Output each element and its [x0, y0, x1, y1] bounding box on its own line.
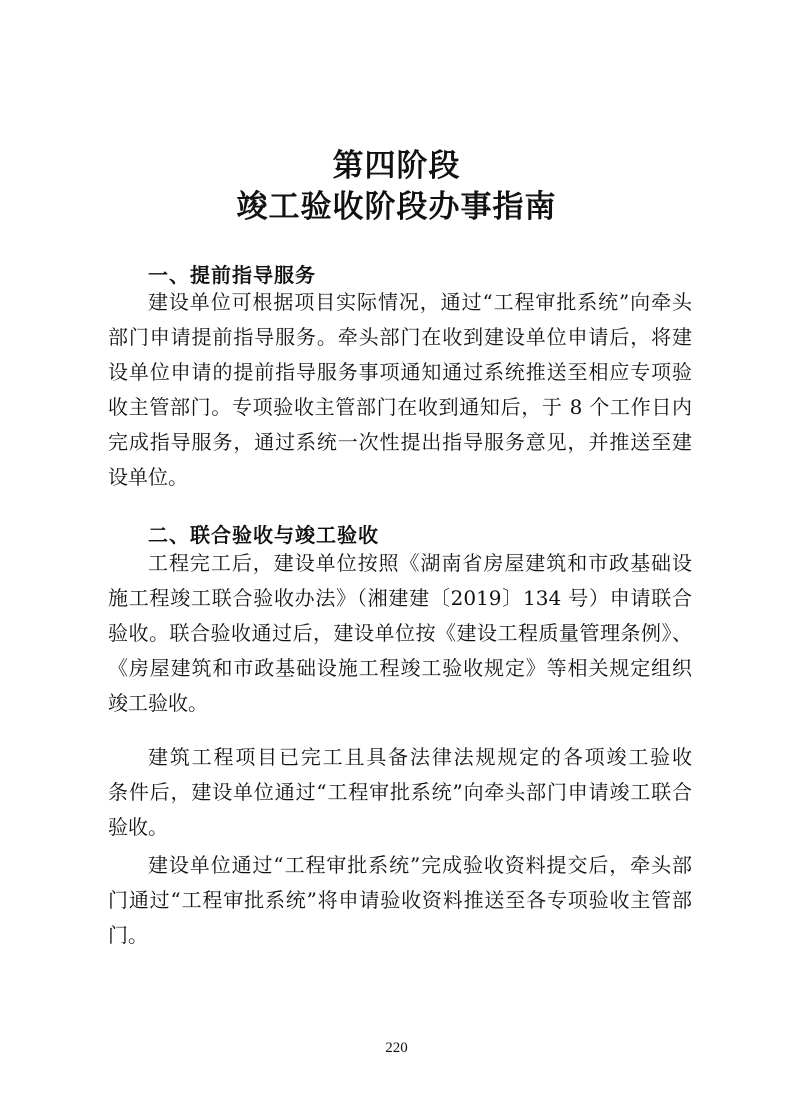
text-line: 部门申请提前指导服务。牵头部门在收到建设单位申请后，将建: [108, 325, 692, 349]
text-line: 《房屋建筑和市政基础设施工程竣工验收规定》等相关规定组织: [108, 656, 692, 680]
section-heading-advance-guidance: 一、提前指导服务: [148, 263, 316, 287]
text-line: 建设单位通过“工程审批系统”完成验收资料提交后，牵头部: [148, 853, 692, 877]
paragraph-material-submission: [108, 848, 692, 953]
text-line: 设单位申请的提前指导服务事项通知通过系统推送至相应专项验: [108, 360, 692, 384]
text-line: 完成指导服务，通过系统一次性提出指导服务意见，并推送至建: [108, 430, 692, 454]
page-number: 220: [385, 1040, 408, 1056]
text-line: 建筑工程项目已完工且具备法律法规规定的各项竣工验收: [148, 745, 692, 769]
stage-title: 第四阶段: [332, 148, 461, 184]
text-line: 设单位。: [108, 465, 188, 489]
text-line: 施工程竣工联合验收办法》（湘建建〔2019〕134 号）申请联合: [108, 586, 692, 610]
text-line: 验收。联合验收通过后，建设单位按《建设工程质量管理条例》、: [108, 621, 692, 645]
text-line: 竣工验收。: [108, 691, 208, 715]
paragraph-completion-procedure: [108, 546, 692, 721]
guide-title: 竣工验收阶段办事指南: [236, 189, 557, 225]
text-line: 建设单位可根据项目实际情况，通过“工程审批系统”向牵头: [148, 290, 692, 314]
text-line: 收主管部门。专项验收主管部门在收到通知后，于 8 个工作日内: [108, 395, 692, 419]
text-line: 工程完工后，建设单位按照《湖南省房屋建筑和市政基础设: [148, 551, 692, 575]
text-line: 验收。: [108, 815, 168, 839]
paragraph-joint-application: [108, 740, 692, 845]
section-heading-joint-acceptance: 二、联合验收与竣工验收: [148, 523, 379, 547]
text-line: 门。: [108, 923, 148, 947]
text-line: 条件后，建设单位通过“工程审批系统”向牵头部门申请竣工联合: [108, 780, 692, 804]
paragraph-advance-guidance: [108, 285, 692, 495]
text-line: 门通过“工程审批系统”将申请验收资料推送至各专项验收主管部: [108, 888, 692, 912]
